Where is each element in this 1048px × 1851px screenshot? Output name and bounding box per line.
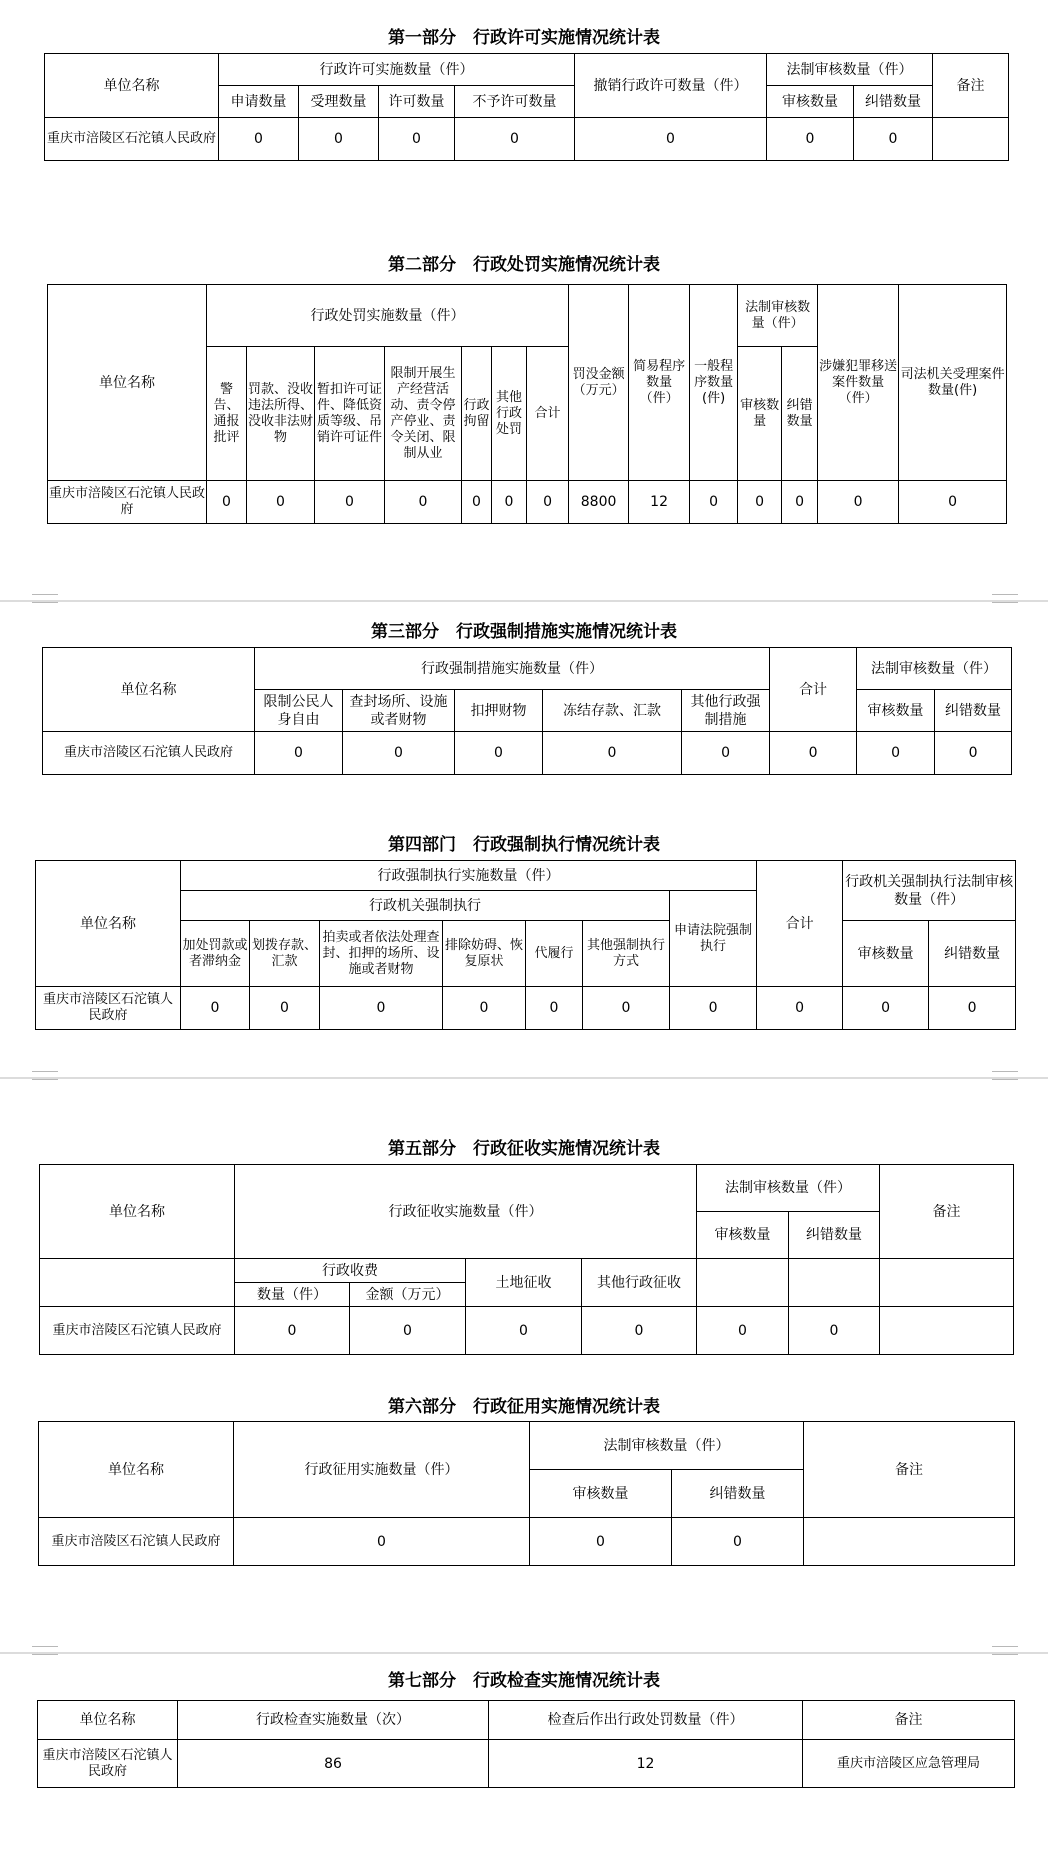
value-cell: 0 (250, 987, 320, 1030)
header-deny: 不予许可数量 (455, 86, 575, 118)
header-apply: 申请数量 (219, 86, 299, 118)
value-cell: 0 (672, 1518, 804, 1566)
header-legal-review: 法制审核数量（件） (697, 1165, 880, 1212)
part6-table (38, 1421, 1015, 1566)
header-fine-confiscate: 罚款、没收违法所得、没收非法财物 (247, 347, 315, 481)
header-correct: 纠错数量 (854, 86, 933, 118)
header-court-execution: 申请法院强制执行 (670, 891, 757, 987)
value-cell: 0 (757, 987, 843, 1030)
post-inspection-penalty-cell: 12 (489, 1740, 803, 1788)
header-permit-count: 行政许可实施数量（件） (219, 54, 575, 86)
value-cell: 0 (385, 481, 462, 524)
blank-cell (789, 1259, 880, 1307)
value-cell: 0 (818, 481, 899, 524)
remarks-cell: 重庆市涪陵区应急管理局 (803, 1740, 1015, 1788)
header-post-inspection-penalty: 检查后作出行政处罚数量（件） (489, 1701, 803, 1740)
value-cell: 0 (738, 481, 782, 524)
header-remarks: 备注 (933, 54, 1009, 118)
header-restrict-business: 限制开展生产经营活动、责令停产停业、责令关闭、限制从业 (385, 347, 462, 481)
header-legal-review: 法制审核数量（件） (530, 1422, 804, 1470)
header-unit-name: 单位名称 (39, 1422, 234, 1518)
value-cell: 0 (350, 1307, 466, 1355)
part3-table (42, 647, 1012, 775)
header-auction: 拍卖或者依法处理查封、扣押的场所、设施或者财物 (320, 921, 443, 987)
header-audit: 审核数量 (767, 86, 854, 118)
header-correct: 纠错数量 (935, 690, 1012, 732)
header-remarks: 备注 (880, 1165, 1014, 1259)
page-break-mark (992, 1646, 1018, 1655)
value-cell: 0 (789, 1307, 880, 1355)
unit-name-cell: 重庆市涪陵区石沱镇人民政府 (39, 1518, 234, 1566)
header-transfer-deposit: 划拨存款、汇款 (250, 921, 320, 987)
value-cell: 0 (492, 481, 527, 524)
header-restrict-freedom: 限制公民人身自由 (255, 690, 343, 732)
page-divider (0, 1652, 1048, 1654)
part1-table (44, 53, 1009, 161)
remarks-cell (933, 118, 1009, 161)
header-judicial-accept: 司法机关受理案件数量(件) (899, 285, 1007, 481)
part5-table (39, 1164, 1014, 1355)
header-late-penalty: 加处罚款或者滞纳金 (181, 921, 250, 987)
header-correct: 纠错数量 (789, 1212, 880, 1259)
header-general-procedure: 一般程序数量(件) (690, 285, 738, 481)
header-unit-name: 单位名称 (40, 1165, 235, 1259)
page-break-mark (992, 1071, 1018, 1080)
value-cell: 0 (462, 481, 492, 524)
header-unit-name: 单位名称 (36, 861, 181, 987)
header-other-execution: 其他强制执行方式 (583, 921, 670, 987)
header-land-levy: 土地征收 (466, 1259, 582, 1307)
header-proxy-performance: 代履行 (526, 921, 583, 987)
header-remarks: 备注 (803, 1701, 1015, 1740)
header-remarks: 备注 (804, 1422, 1015, 1518)
value-cell: 0 (181, 987, 250, 1030)
value-cell: 0 (843, 987, 929, 1030)
value-cell: 0 (575, 118, 767, 161)
header-agency-execution: 行政机关强制执行 (181, 891, 670, 921)
header-fee-count: 数量（件） (235, 1283, 350, 1307)
table-row (48, 481, 1007, 524)
header-simple-procedure: 简易程序数量（件） (629, 285, 690, 481)
value-cell: 0 (857, 732, 935, 775)
value-cell: 0 (320, 987, 443, 1030)
page-break-mark (32, 1071, 58, 1080)
value-cell: 0 (854, 118, 933, 161)
remarks-cell (804, 1518, 1015, 1566)
remarks-cell (880, 1307, 1014, 1355)
header-requisition-count: 行政征用实施数量（件） (234, 1422, 530, 1518)
header-penalty-count: 行政处罚实施数量（件） (207, 285, 569, 347)
unit-name-cell: 重庆市涪陵区石沱镇人民政府 (36, 987, 181, 1030)
unit-name-cell: 重庆市涪陵区石沱镇人民政府 (48, 481, 207, 524)
header-fine-amount: 罚没金额（万元） (569, 285, 629, 481)
unit-name-cell: 重庆市涪陵区石沱镇人民政府 (43, 732, 255, 775)
header-remove-obstacle: 排除妨碍、恢复原状 (443, 921, 526, 987)
header-accept: 受理数量 (299, 86, 379, 118)
header-audit: 审核数量 (857, 690, 935, 732)
header-crime-transfer: 涉嫌犯罪移送案件数量（件） (818, 285, 899, 481)
unit-name-cell: 重庆市涪陵区石沱镇人民政府 (38, 1740, 178, 1788)
value-cell: 0 (219, 118, 299, 161)
value-cell: 0 (583, 987, 670, 1030)
part7-table (37, 1700, 1015, 1788)
value-cell: 0 (530, 1518, 672, 1566)
header-unit-name: 单位名称 (45, 54, 219, 118)
table-row (40, 1307, 1014, 1355)
value-cell: 0 (247, 481, 315, 524)
part5-title: 第五部分 行政征收实施情况统计表 (388, 1139, 660, 1159)
value-cell: 0 (697, 1307, 789, 1355)
blank-cell (697, 1259, 789, 1307)
header-correct: 纠错数量 (929, 921, 1016, 987)
header-audit: 审核数量 (738, 347, 782, 481)
table-row (36, 987, 1016, 1030)
value-cell: 0 (670, 987, 757, 1030)
value-cell: 0 (899, 481, 1007, 524)
header-legal-review: 法制审核数量（件） (857, 648, 1012, 690)
header-detention: 行政拘留 (462, 347, 492, 481)
value-cell: 0 (770, 732, 857, 775)
value-cell: 0 (526, 987, 583, 1030)
value-cell: 0 (455, 118, 575, 161)
blank-cell (880, 1259, 1014, 1307)
page-divider (0, 600, 1048, 602)
header-suspend-license: 暂扣许可证件、降低资质等级、吊销许可证件 (315, 347, 385, 481)
fine-amount-cell: 8800 (569, 481, 629, 524)
value-cell: 0 (582, 1307, 697, 1355)
part1-title: 第一部分 行政许可实施情况统计表 (388, 28, 660, 48)
part2-title: 第二部分 行政处罚实施情况统计表 (388, 255, 660, 275)
header-other-measure: 其他行政强制措施 (682, 690, 770, 732)
header-total: 合计 (770, 648, 857, 732)
value-cell: 0 (466, 1307, 582, 1355)
header-seize-property: 扣押财物 (455, 690, 543, 732)
unit-name-cell: 重庆市涪陵区石沱镇人民政府 (40, 1307, 235, 1355)
table-row (39, 1518, 1015, 1566)
header-other-penalty: 其他行政处罚 (492, 347, 527, 481)
value-cell: 0 (690, 481, 738, 524)
unit-name-cell: 重庆市涪陵区石沱镇人民政府 (45, 118, 219, 161)
header-warning: 警告、通报批评 (207, 347, 247, 481)
header-freeze-deposit: 冻结存款、汇款 (543, 690, 682, 732)
header-total: 合计 (757, 861, 843, 987)
value-cell: 0 (299, 118, 379, 161)
part4-title: 第四部门 行政强制执行情况统计表 (388, 835, 660, 855)
header-fee-amount: 金额（万元） (350, 1283, 466, 1307)
part2-table (47, 284, 1007, 524)
header-permit: 许可数量 (379, 86, 455, 118)
inspection-count-cell: 86 (178, 1740, 489, 1788)
header-audit: 审核数量 (697, 1212, 789, 1259)
value-cell: 0 (543, 732, 682, 775)
header-measure-count: 行政强制措施实施数量（件） (255, 648, 770, 690)
value-cell: 0 (443, 987, 526, 1030)
header-legal-review: 行政机关强制执行法制审核数量（件） (843, 861, 1016, 921)
value-cell: 0 (207, 481, 247, 524)
page-break-mark (992, 594, 1018, 603)
header-revoke-count: 撤销行政许可数量（件） (575, 54, 767, 118)
part3-title: 第三部分 行政强制措施实施情况统计表 (371, 622, 677, 642)
value-cell: 0 (255, 732, 343, 775)
page-break-mark (32, 594, 58, 603)
value-cell: 0 (379, 118, 455, 161)
value-cell: 0 (234, 1518, 530, 1566)
header-inspection-count: 行政检查实施数量（次） (178, 1701, 489, 1740)
value-cell: 0 (455, 732, 543, 775)
header-unit-name: 单位名称 (38, 1701, 178, 1740)
header-admin-fee: 行政收费 (235, 1259, 466, 1283)
header-total: 合计 (527, 347, 569, 481)
part7-title: 第七部分 行政检查实施情况统计表 (388, 1671, 660, 1691)
table-row (45, 118, 1009, 161)
blank-cell (40, 1259, 235, 1307)
part6-title: 第六部分 行政征用实施情况统计表 (388, 1397, 660, 1417)
header-unit-name: 单位名称 (43, 648, 255, 732)
header-levy-count: 行政征收实施数量（件） (235, 1165, 697, 1259)
header-legal-review: 法制审核数量（件） (767, 54, 933, 86)
header-unit-name: 单位名称 (48, 285, 207, 481)
value-cell: 0 (682, 732, 770, 775)
header-other-levy: 其他行政征收 (582, 1259, 697, 1307)
header-seal-property: 查封场所、设施或者财物 (343, 690, 455, 732)
header-legal-review: 法制审核数量（件） (738, 285, 818, 347)
simple-procedure-cell: 12 (629, 481, 690, 524)
value-cell: 0 (315, 481, 385, 524)
header-correct: 纠错数量 (672, 1470, 804, 1518)
value-cell: 0 (235, 1307, 350, 1355)
table-row (43, 732, 1012, 775)
value-cell: 0 (767, 118, 854, 161)
header-execution-count: 行政强制执行实施数量（件） (181, 861, 757, 891)
page-break-mark (32, 1646, 58, 1655)
value-cell: 0 (782, 481, 818, 524)
value-cell: 0 (935, 732, 1012, 775)
header-correct: 纠错数量 (782, 347, 818, 481)
part4-table (35, 860, 1016, 1030)
header-audit: 审核数量 (843, 921, 929, 987)
page-divider (0, 1077, 1048, 1079)
value-cell: 0 (929, 987, 1016, 1030)
table-row (38, 1740, 1015, 1788)
value-cell: 0 (527, 481, 569, 524)
header-audit: 审核数量 (530, 1470, 672, 1518)
value-cell: 0 (343, 732, 455, 775)
